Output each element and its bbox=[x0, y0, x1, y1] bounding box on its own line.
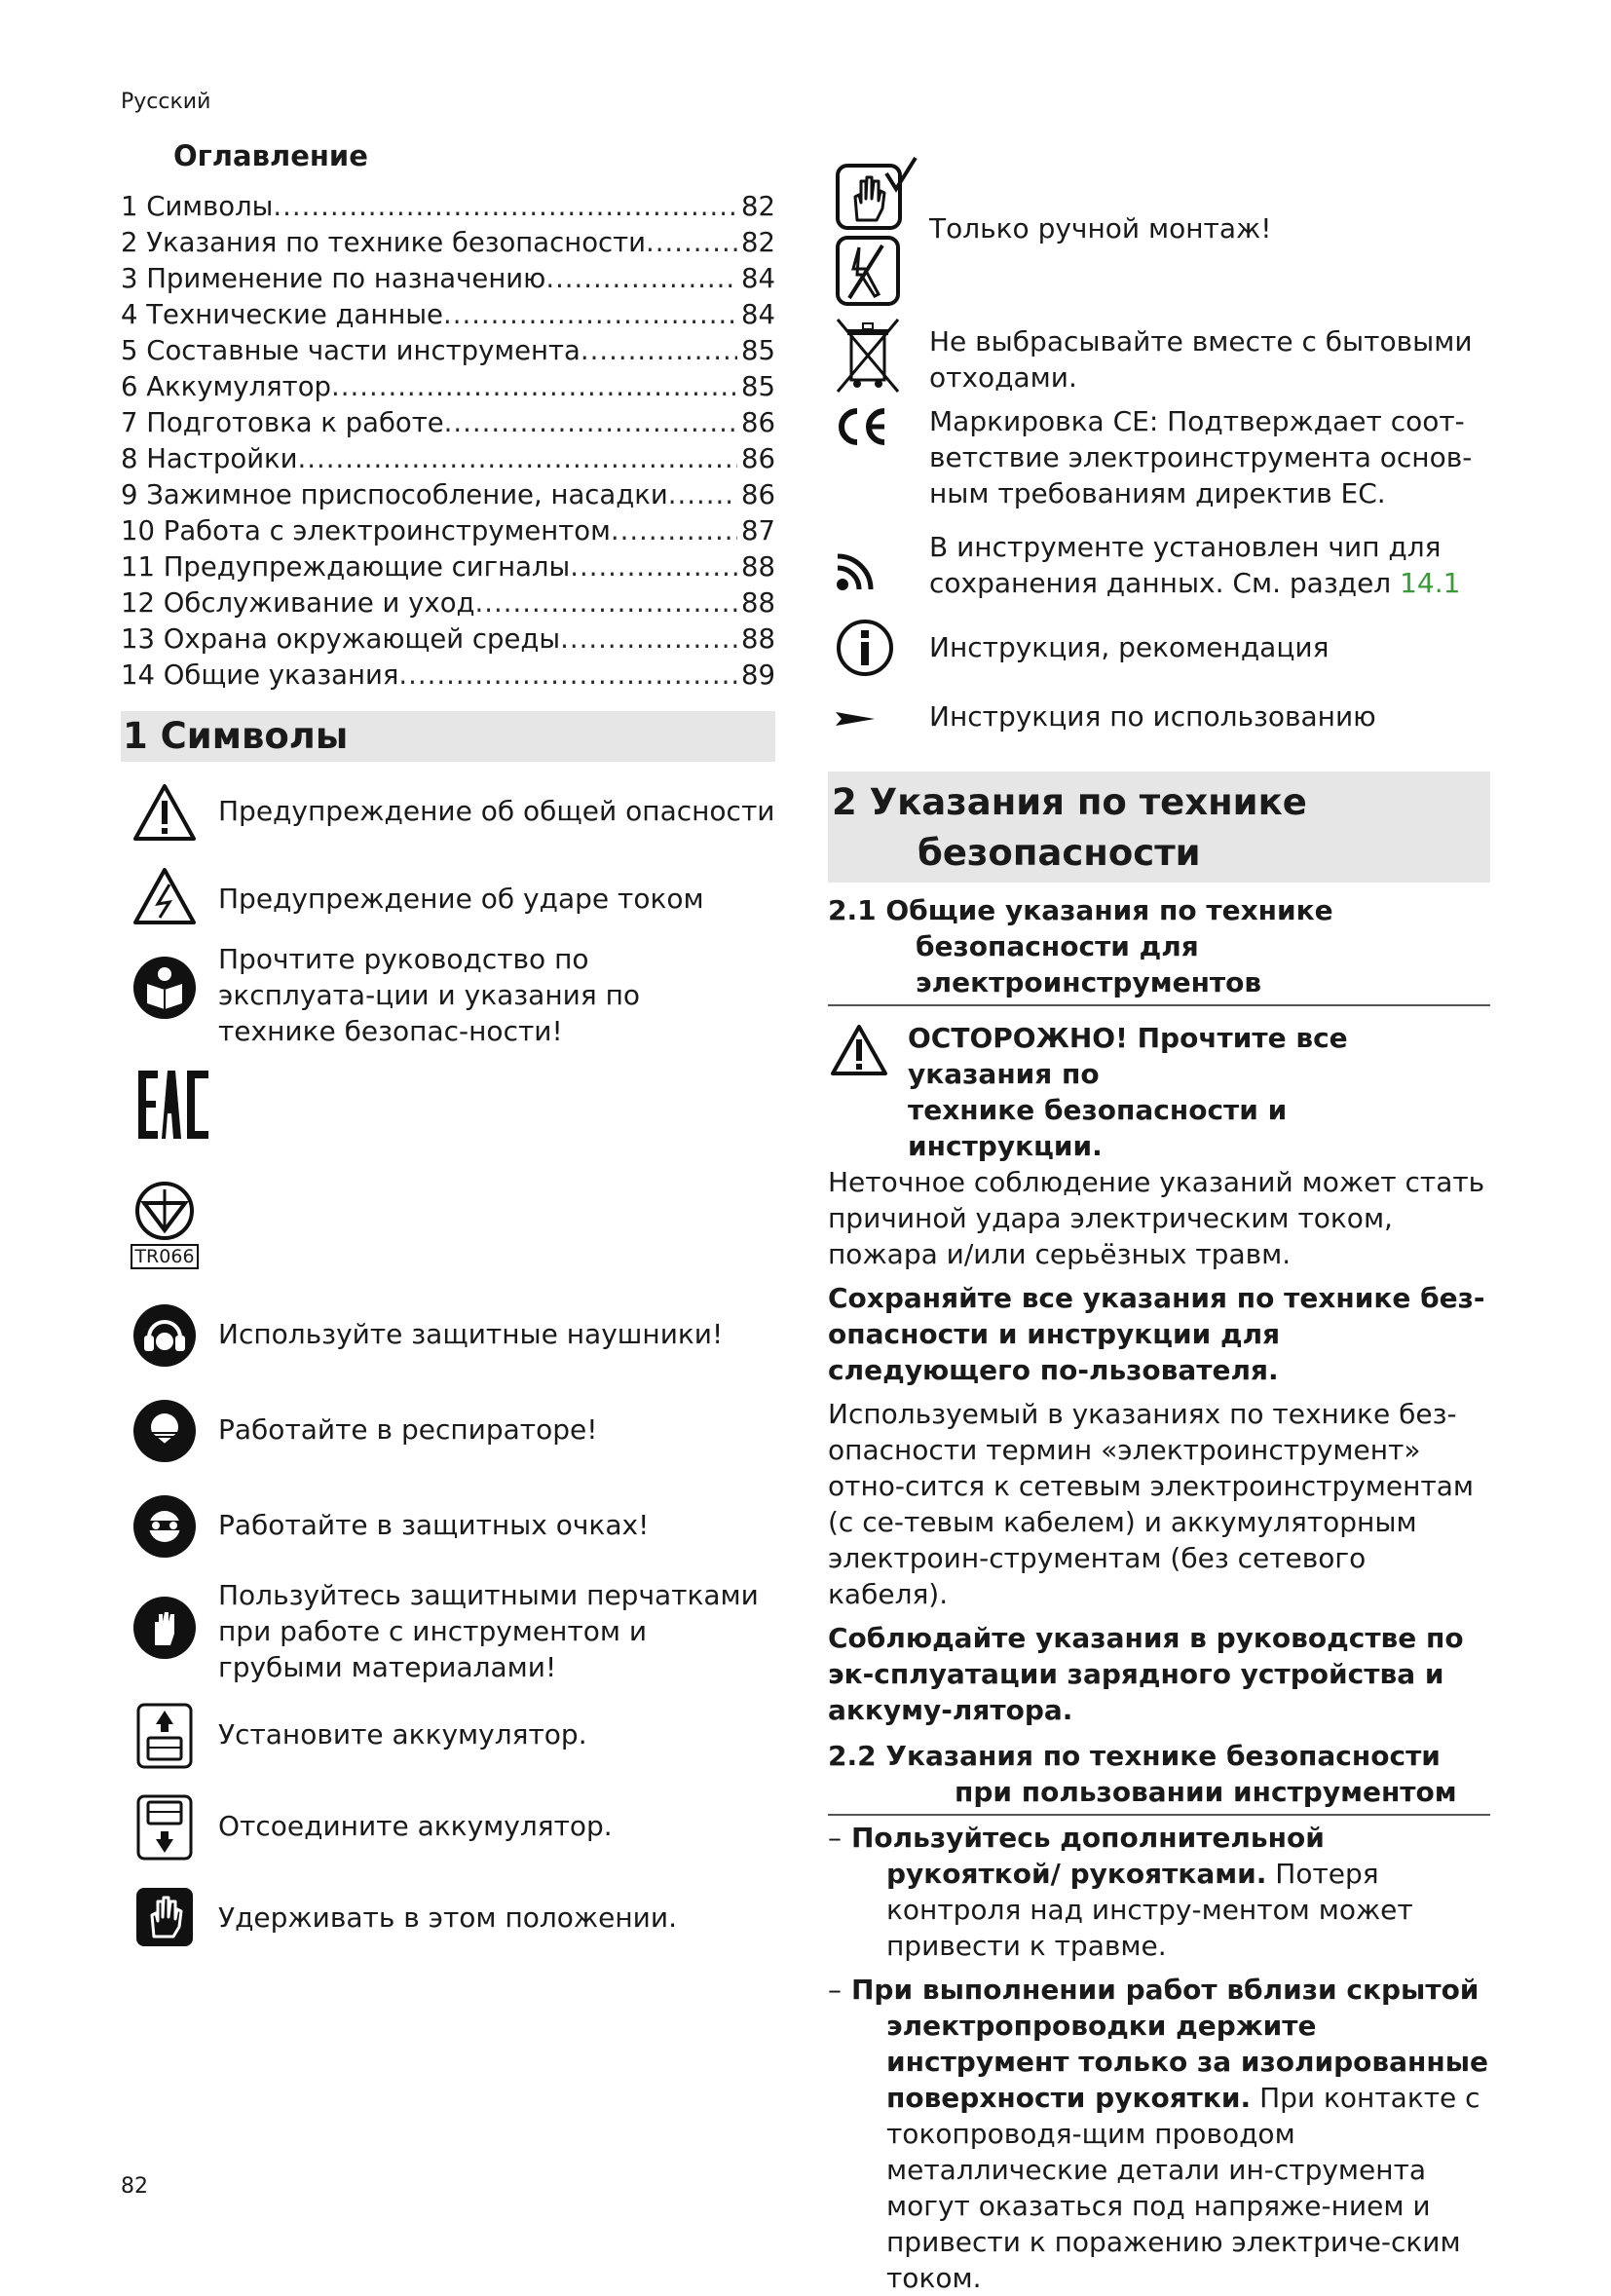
toc-entry[interactable]: 7 Подготовка к работе ..... 86 bbox=[121, 405, 775, 441]
toc-entry[interactable]: 11 Предупреждающие сигналы ..... 88 bbox=[121, 549, 775, 585]
symbol-row: Работайте в защитных очках! bbox=[121, 1493, 775, 1560]
toc-entry[interactable]: 2 Указания по технике безопасности ..... 82 bbox=[121, 225, 775, 261]
symbol-row: Удерживать в этом положении. bbox=[121, 1886, 775, 1948]
section-link[interactable]: 14.1 bbox=[1400, 567, 1461, 599]
symbol-row: Инструкция по использованию bbox=[828, 698, 1490, 734]
toc-entry[interactable]: 6 Аккумулятор ..... 85 bbox=[121, 369, 775, 405]
remove-battery-icon bbox=[121, 1794, 208, 1861]
paragraph: Неточное соблюдение указаний может стать причиной удара электрическим током, пожара и/или серьёзных травм. bbox=[828, 1166, 1485, 1270]
symbol-row: Пользуйтесь защитными перчатками при работе с инструментом и грубыми материалами! bbox=[121, 1577, 775, 1685]
toc-entry[interactable]: 3 Применение по назначению ..... 84 bbox=[121, 261, 775, 297]
right-column bbox=[828, 156, 1490, 2296]
safety-goggles-icon bbox=[121, 1493, 208, 1560]
instruction-arrow-icon bbox=[828, 698, 923, 728]
symbol-row: Прочтите руководство по эксплуата-ции и указания по технике безопас-ности! bbox=[121, 941, 775, 1049]
symbol-row bbox=[828, 529, 1490, 601]
toc-entry[interactable]: 8 Настройки ..... 86 bbox=[121, 441, 775, 477]
bullet-item: – При выполнении работ вблизи скрытой электропроводки держите инструмент только за изолированные поверхности рукоятки. При контакте с токопроводя-щим проводом металлические детали ин-струмента могут оказаться под напряже-нием и привести к поражению электриче-ским током. bbox=[828, 1974, 1489, 2294]
hold-position-icon bbox=[121, 1886, 208, 1948]
paragraph-bold: Соблюдайте указания в руководстве по эк-сплуатации зарядного устройства и аккуму-лятора. bbox=[828, 1622, 1464, 1726]
language-label: Русский bbox=[121, 90, 211, 114]
symbol-row: Отсоедините аккумулятор. bbox=[121, 1794, 775, 1861]
section-heading-safety: 2 Указания по технике безопасности bbox=[828, 772, 1490, 883]
paragraph-bold: Сохраняйте все указания по технике без-опасности и инструкции для следующего по-льзователя. bbox=[828, 1282, 1485, 1386]
symbol-row: Предупреждение об общей опасности bbox=[121, 783, 775, 842]
symbol-row: Только ручной монтаж! bbox=[828, 156, 1490, 306]
chip-text: В инструменте установлен чип для сохранения данных. См. раздел bbox=[929, 531, 1442, 599]
read-manual-icon bbox=[121, 941, 208, 1021]
section-heading-symbols: 1 Символы bbox=[121, 711, 775, 762]
ear-protection-icon bbox=[121, 1302, 208, 1369]
paragraph: Используемый в указаниях по технике без-опасности термин «электроинструмент» отно-сится к сетевым электроинструментам (с се-тевым кабелем) и аккумуляторным электроин-струментам (без сетевого кабеля). bbox=[828, 1398, 1475, 1610]
insert-battery-icon bbox=[121, 1703, 208, 1769]
toc-entry[interactable]: 13 Охрана окружающей среды ..... 88 bbox=[121, 621, 775, 658]
electric-shock-warning-icon bbox=[121, 867, 208, 925]
caution-notice: ОСТОРОЖНО! Прочтите все указания по технике безопасности и инструкции. bbox=[828, 1020, 1490, 1164]
toc-entry[interactable]: 14 Общие указания ..... 89 bbox=[121, 658, 775, 694]
ukraine-conformity-mark-icon bbox=[121, 1180, 208, 1269]
toc-title: Оглавление bbox=[173, 139, 368, 172]
toc-entry[interactable]: 1 Символы ..... 82 bbox=[121, 189, 775, 225]
symbol-row: Используйте защитные наушники! bbox=[121, 1302, 775, 1369]
symbol-row: Установите аккумулятор. bbox=[121, 1703, 775, 1769]
warning-icon bbox=[121, 783, 208, 842]
symbol-row: Работайте в респираторе! bbox=[121, 1398, 775, 1464]
symbol-list bbox=[121, 783, 775, 1948]
symbol-row bbox=[121, 1071, 775, 1139]
info-icon bbox=[828, 619, 923, 677]
crossed-bin-icon bbox=[828, 318, 923, 395]
symbol-row bbox=[121, 1180, 775, 1269]
protective-gloves-icon bbox=[121, 1577, 208, 1661]
symbol-row: Предупреждение об ударе током bbox=[121, 867, 775, 925]
toc-entry[interactable]: 9 Зажимное приспособление, насадки ..... 86 bbox=[121, 477, 775, 513]
bullet-item: – Пользуйтесь дополнительной рукояткой/ рукоятками. Потеря контроля над инстру-ментом может привести к травме. bbox=[828, 1822, 1413, 1962]
data-chip-icon bbox=[828, 529, 923, 591]
subsection-2-1-heading: 2.1 Общие указания по технике безопасности для электроинструментов bbox=[828, 892, 1490, 1006]
page-number: 82 bbox=[121, 2174, 148, 2199]
left-column bbox=[121, 136, 775, 1948]
toc-entry[interactable]: 12 Обслуживание и уход ..... 88 bbox=[121, 585, 775, 621]
ce-mark-icon bbox=[828, 403, 923, 446]
table-of-contents bbox=[121, 189, 775, 694]
symbol-row: Маркировка CE: Подтверждает соот-ветствие электроинструмента основ-ным требованиям директив ЕС. bbox=[828, 403, 1490, 511]
toc-entry[interactable]: 10 Работа с электроинструментом ..... 87 bbox=[121, 513, 775, 549]
subsection-2-2-heading: 2.2 Указания по технике безопасности при пользовании инструментом bbox=[828, 1738, 1490, 1816]
toc-entry[interactable]: 4 Технические данные ..... 84 bbox=[121, 297, 775, 333]
eac-mark-icon bbox=[121, 1071, 226, 1139]
respirator-icon bbox=[121, 1398, 208, 1464]
tr066-caption: TR066 bbox=[131, 1244, 198, 1269]
symbol-row: Не выбрасывайте вместе с бытовыми отходами. bbox=[828, 318, 1490, 395]
manual-mounting-icon bbox=[828, 156, 923, 306]
symbol-row: Инструкция, рекомендация bbox=[828, 619, 1490, 677]
toc-entry[interactable]: 5 Составные части инструмента ..... 85 bbox=[121, 333, 775, 369]
warning-icon bbox=[828, 1020, 908, 1085]
